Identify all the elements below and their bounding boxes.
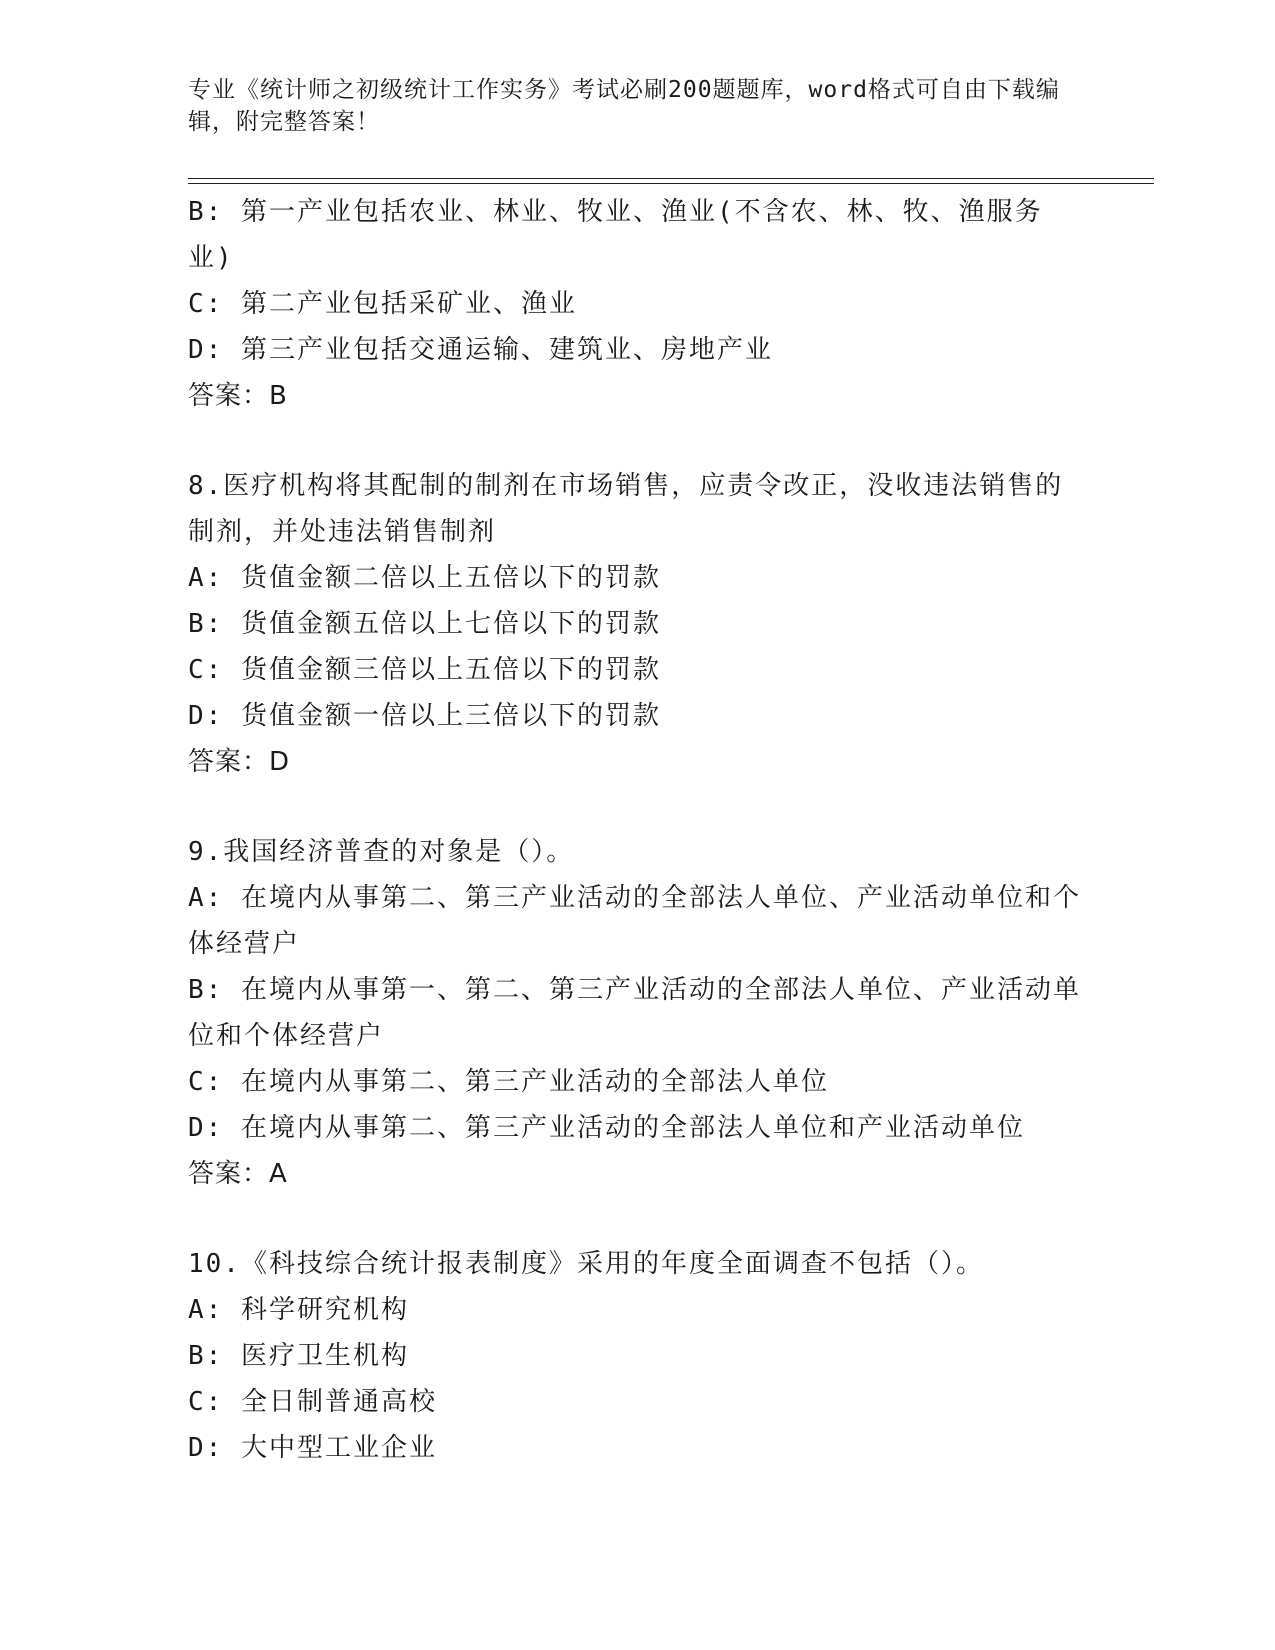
option-c: C: 第二产业包括采矿业、渔业 (188, 289, 577, 319)
option-d: D: 货值金额一倍以上三倍以下的罚款 (188, 701, 661, 731)
option-b: B: 货值金额五倍以上七倍以下的罚款 (188, 609, 661, 639)
header-divider-top (188, 178, 1154, 179)
answer-line: 答案：B (188, 381, 288, 411)
option-a: A: 货值金额二倍以上五倍以下的罚款 (188, 563, 661, 593)
option-a: A: 在境内从事第二、第三产业活动的全部法人单位、产业活动单位和个体经营户 (188, 883, 1081, 959)
option-d: D: 大中型工业企业 (188, 1433, 437, 1463)
question-list (188, 189, 1088, 1471)
option-b: B: 第一产业包括农业、林业、牧业、渔业(不含农、林、牧、渔服务业) (188, 197, 1043, 273)
option-a: A: 科学研究机构 (188, 1295, 409, 1325)
option-c: C: 货值金额三倍以上五倍以下的罚款 (188, 655, 661, 685)
question-10 (188, 1241, 1088, 1471)
page-header: 专业《统计师之初级统计工作实务》考试必刷200题题库，word格式可自由下载编辑，附完整答案！ (188, 77, 1060, 135)
spacer (188, 1197, 1088, 1241)
option-c: C: 在境内从事第二、第三产业活动的全部法人单位 (188, 1067, 829, 1097)
question-8 (188, 463, 1088, 785)
question-stem: 10.《科技综合统计报表制度》采用的年度全面调查不包括（）。 (188, 1249, 984, 1279)
question-stem: 8.医疗机构将其配制的制剂在市场销售，应责令改正，没收违法销售的制剂，并处违法销售制剂 (188, 471, 1064, 547)
spacer (188, 785, 1088, 829)
question-9 (188, 829, 1088, 1197)
header-divider-bottom (188, 183, 1154, 184)
question-7-continued (188, 189, 1088, 419)
question-stem: 9.我国经济普查的对象是（）。 (188, 837, 575, 867)
option-c: C: 全日制普通高校 (188, 1387, 437, 1417)
answer-line: 答案：A (188, 1159, 288, 1189)
option-d: D: 在境内从事第二、第三产业活动的全部法人单位和产业活动单位 (188, 1113, 1025, 1143)
answer-line: 答案：D (188, 747, 291, 777)
spacer (188, 419, 1088, 463)
option-b: B: 在境内从事第一、第二、第三产业活动的全部法人单位、产业活动单位和个体经营户 (188, 975, 1081, 1051)
option-d: D: 第三产业包括交通运输、建筑业、房地产业 (188, 335, 773, 365)
option-b: B: 医疗卫生机构 (188, 1341, 409, 1371)
